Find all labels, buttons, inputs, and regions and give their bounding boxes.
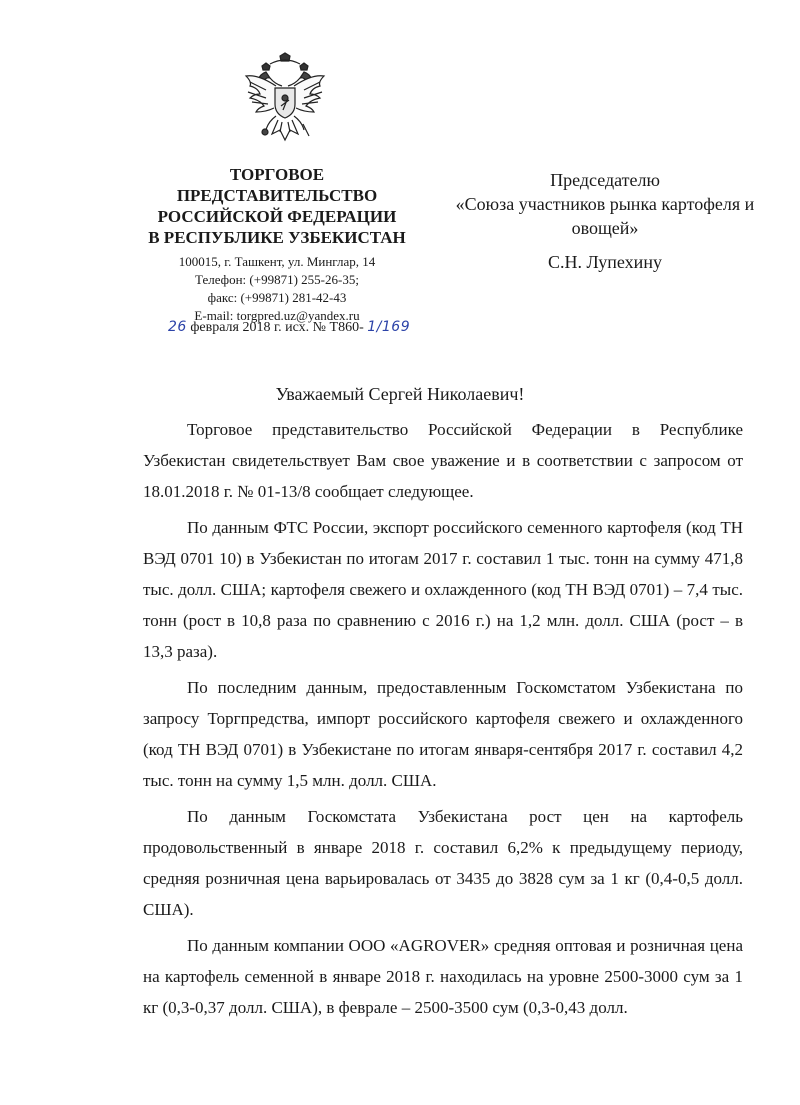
- sender-org-line: ТОРГОВОЕ ПРЕДСТАВИТЕЛЬСТВО: [176, 165, 378, 205]
- sender-org-line: В РЕСПУБЛИКЕ УЗБЕКИСТАН: [148, 228, 406, 247]
- handwritten-number: 1/169: [367, 319, 411, 335]
- recipient-block: [450, 168, 760, 274]
- double-headed-eagle-icon: [240, 52, 330, 147]
- recipient-org-line: овощей»: [571, 218, 639, 238]
- sender-email: E-mail: torgpred.uz@yandex.ru: [194, 308, 360, 323]
- recipient-org-line: «Союза участников рынка картофеля и: [455, 194, 755, 214]
- letter-body: [143, 414, 743, 1023]
- recipient-title: Председателю: [550, 170, 660, 190]
- body-paragraph: По последним данным, предоставленным Госкомстатом Узбекистана по запросу Торгпредства, импорт российского картофеля свежего и охлажденного (код ТН ВЭД 0701) в Узбекистане по итогам января-сентября 2017 г. составил 4,2 тыс. тонн на сумму 1,5 млн. долл. США.: [143, 678, 743, 790]
- sender-block: [132, 164, 422, 325]
- body-paragraph: По данным ФТС России, экспорт российского семенного картофеля (код ТН ВЭД 0701 10) в Узбекистан по итогам 2017 г. составил 1 тыс. тонн на сумму 471,8 тыс. долл. США; картофеля свежего и охлажденного (код ТН ВЭД 0701) – 7,4 тыс. тонн (рост в 10,8 раза по сравнению с 2016 г.) на 1,2 млн. долл. США (рост – в 13,3 раза).: [143, 518, 743, 661]
- handwritten-day: 26: [168, 319, 187, 335]
- body-paragraph: По данным компании ООО «AGROVER» средняя оптовая и розничная цена на картофель семенной в январе 2018 г. находилась на уровне 2500-3000 сум за 1 кг (0,3-0,37 долл. США), в феврале – 2500-3500 сум (0,3-0,43 долл.: [143, 936, 743, 1017]
- sender-organization: [132, 164, 422, 248]
- outgoing-reference: [168, 317, 410, 338]
- sender-org-line: РОССИЙСКОЙ ФЕДЕРАЦИИ: [157, 207, 397, 226]
- sender-address: 100015, г. Ташкент, ул. Минглар, 14: [178, 254, 376, 269]
- body-paragraph: Торговое представительство Российской Федерации в Республике Узбекистан свидетельствует Вам свое уважение и в соответствии с запросом от 18.01.2018 г. № 01-13/8 сообщает следующее.: [143, 420, 743, 501]
- coat-of-arms-emblem: [240, 52, 330, 147]
- salutation: Уважаемый Сергей Николаевич!: [275, 384, 525, 404]
- reference-date-text: февраля 2018 г. исх. № Т860-: [190, 320, 364, 335]
- sender-phone: Телефон: (+99871) 255-26-35;: [195, 272, 359, 287]
- body-paragraph: По данным Госкомстата Узбекистана рост цен на картофель продовольственный в январе 2018 г. составил 6,2% к предыдущему периоду, средняя розничная цена варьировалась от 3435 до 3828 сум за 1 кг (0,4-0,5 долл. США).: [143, 807, 743, 919]
- recipient-name: С.Н. Лупехину: [548, 252, 662, 272]
- sender-fax: факс: (+99871) 281-42-43: [207, 290, 347, 305]
